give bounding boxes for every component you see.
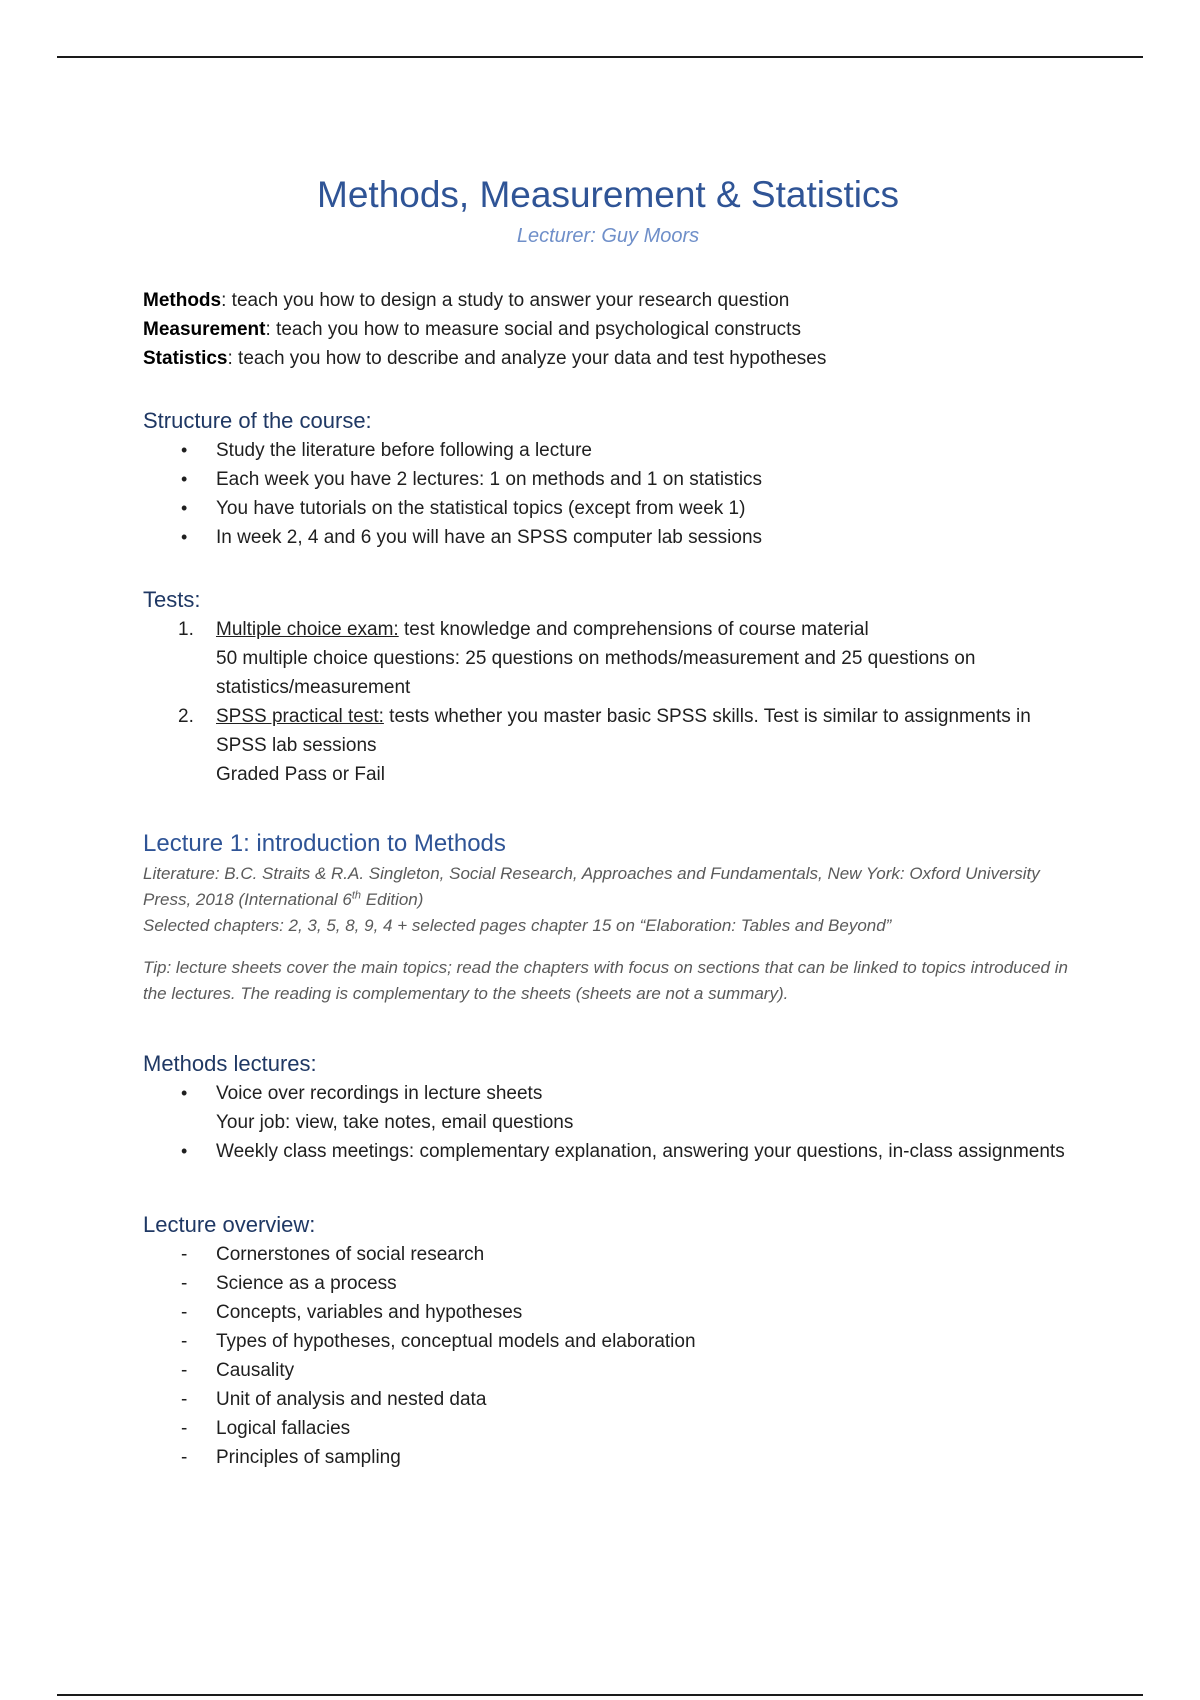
- selected-chapters: Selected chapters: 2, 3, 5, 8, 9, 4 + selected pages chapter 15 on “Elaboration: Tables and Beyond”: [143, 916, 892, 935]
- list-item-text: You have tutorials on the statistical topics (except from week 1): [216, 498, 746, 519]
- header-rule: [57, 56, 1143, 58]
- list-item: [143, 436, 1073, 465]
- methods-lectures-heading: Methods lectures:: [143, 1051, 317, 1076]
- list-item-text: Causality: [216, 1360, 295, 1381]
- list-item-extra: Your job: view, take notes, email questions: [216, 1112, 574, 1133]
- list-item-text: Science as a process: [216, 1273, 397, 1294]
- test-extra: 50 multiple choice questions: 25 questions on methods/measurement and 25 questions on statistics/measurement: [216, 648, 976, 698]
- methods-lectures-section: [143, 1049, 1073, 1166]
- list-item: [143, 523, 1073, 552]
- list-item: [143, 1443, 1073, 1472]
- list-item-text: Voice over recordings in lecture sheets: [216, 1083, 543, 1104]
- list-item-text: Weekly class meetings: complementary explanation, answering your questions, in-class assignments: [216, 1141, 1065, 1162]
- intro-term: Statistics: [143, 348, 228, 369]
- literature-sup: th: [351, 889, 362, 902]
- literature-reference: [143, 861, 1073, 913]
- list-item-text: Principles of sampling: [216, 1447, 401, 1468]
- dash-marker: -: [181, 1302, 188, 1323]
- list-item-text: Concepts, variables and hypotheses: [216, 1302, 523, 1323]
- intro-line: [143, 344, 1073, 373]
- bullet-marker: •: [181, 440, 188, 460]
- tests-heading: Tests:: [143, 587, 201, 612]
- document-page: [143, 170, 1073, 1472]
- literature-edition: Edition): [361, 890, 424, 909]
- structure-section: [143, 406, 1073, 552]
- page-title: Methods, Measurement & Statistics: [317, 174, 899, 215]
- list-item: [143, 465, 1073, 494]
- footer-rule: [57, 1694, 1143, 1696]
- dash-marker: -: [181, 1447, 188, 1468]
- lecture1-heading: Lecture 1: introduction to Methods: [143, 830, 506, 857]
- list-item: [143, 1240, 1073, 1269]
- intro-definitions: [143, 286, 1073, 373]
- list-item: [143, 1385, 1073, 1414]
- list-item: [143, 1327, 1073, 1356]
- list-item: [143, 1269, 1073, 1298]
- tests-section: [143, 585, 1073, 789]
- test-label: SPSS practical test:: [216, 706, 384, 727]
- overview-section: [143, 1210, 1073, 1472]
- dash-marker: -: [181, 1273, 188, 1294]
- list-item-text: In week 2, 4 and 6 you will have an SPSS computer lab sessions: [216, 527, 763, 548]
- intro-term: Methods: [143, 290, 222, 311]
- intro-text: : teach you how to measure social and psychological constructs: [265, 319, 801, 340]
- intro-text: : teach you how to design a study to answer your research question: [221, 290, 790, 311]
- bullet-marker: •: [181, 1141, 188, 1161]
- list-item-text: Study the literature before following a lecture: [216, 440, 592, 461]
- list-item: [143, 494, 1073, 523]
- tests-list: [143, 615, 1073, 789]
- bullet-marker: •: [181, 527, 188, 547]
- bullet-marker: •: [181, 1083, 188, 1103]
- list-item: [143, 702, 1073, 789]
- test-extra: Graded Pass or Fail: [216, 764, 385, 785]
- dash-marker: -: [181, 1331, 188, 1352]
- list-item-text: Cornerstones of social research: [216, 1244, 485, 1265]
- lecture1-section: [143, 829, 1073, 1007]
- lecturer-subtitle: Lecturer: Guy Moors: [516, 225, 700, 247]
- bullet-marker: •: [181, 469, 188, 489]
- list-item-text: Each week you have 2 lectures: 1 on methods and 1 on statistics: [216, 469, 763, 490]
- dash-marker: -: [181, 1244, 188, 1265]
- methods-lectures-list: [143, 1079, 1073, 1166]
- structure-heading: Structure of the course:: [143, 408, 372, 433]
- list-item: [143, 1137, 1073, 1166]
- list-item-text: Unit of analysis and nested data: [216, 1389, 487, 1410]
- literature-text: Literature: B.C. Straits & R.A. Singleton, Social Research, Approaches and Fundamentals, New York: Oxford University Press, 2018 (International 6: [143, 864, 1040, 909]
- list-item: [143, 1079, 1073, 1137]
- overview-heading: Lecture overview:: [143, 1212, 316, 1237]
- intro-line: [143, 315, 1073, 344]
- intro-term: Measurement: [143, 319, 266, 340]
- structure-list: [143, 436, 1073, 552]
- test-label: Multiple choice exam:: [216, 619, 399, 640]
- list-item: [143, 615, 1073, 702]
- test-text: tests whether you master basic SPSS skills. Test is similar to assignments in SPSS lab sessions: [216, 706, 1031, 756]
- number-marker: 2.: [178, 706, 194, 727]
- dash-marker: -: [181, 1360, 188, 1381]
- list-item-text: Types of hypotheses, conceptual models and elaboration: [216, 1331, 696, 1352]
- intro-line: [143, 286, 1073, 315]
- test-text: test knowledge and comprehensions of course material: [398, 619, 869, 640]
- list-item-text: Logical fallacies: [216, 1418, 351, 1439]
- bullet-marker: •: [181, 498, 188, 518]
- dash-marker: -: [181, 1389, 188, 1410]
- overview-list: [143, 1240, 1073, 1472]
- reading-tip: Tip: lecture sheets cover the main topics; read the chapters with focus on sections that can be linked to topics introduced in the lectures. The reading is complementary to the sheets (sheets are not a summary).: [143, 958, 1068, 1003]
- list-item: [143, 1356, 1073, 1385]
- list-item: [143, 1298, 1073, 1327]
- list-item: [143, 1414, 1073, 1443]
- number-marker: 1.: [178, 619, 194, 640]
- intro-text: : teach you how to describe and analyze your data and test hypotheses: [227, 348, 827, 369]
- dash-marker: -: [181, 1418, 188, 1439]
